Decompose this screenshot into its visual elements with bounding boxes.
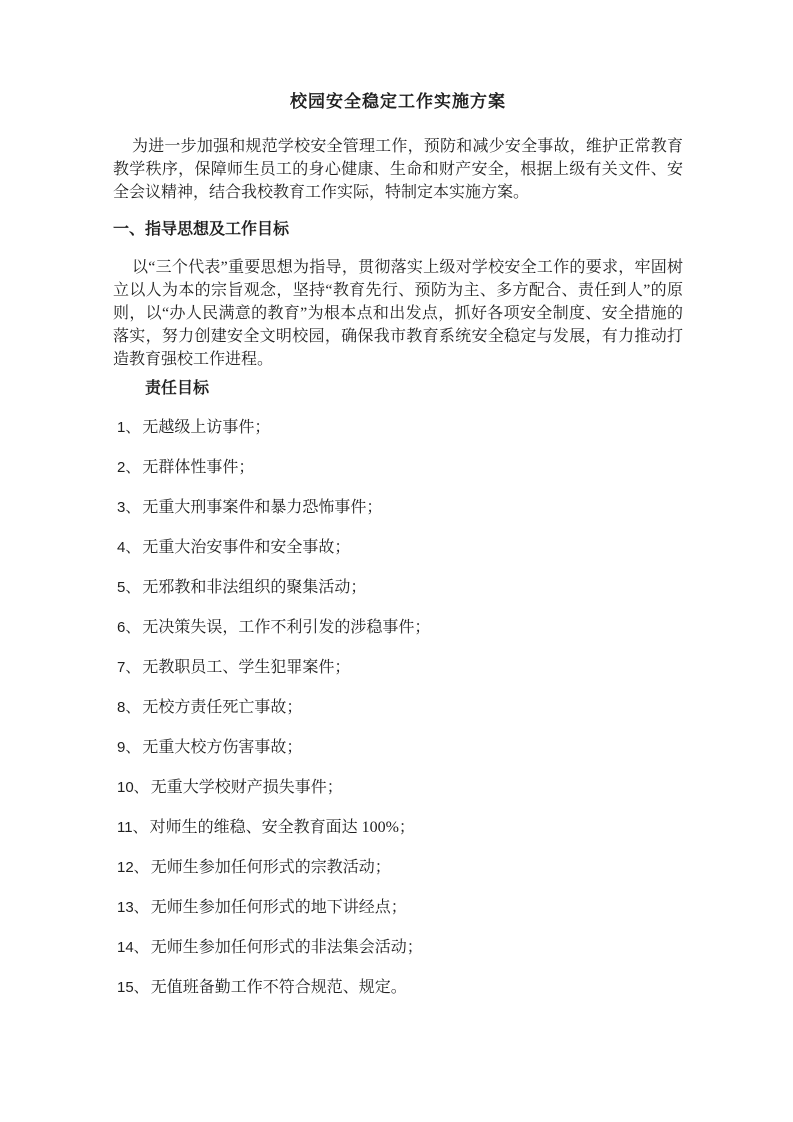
item-text: 无师生参加任何形式的非法集会活动； [150,939,423,956]
item-text: 无群体性事件； [142,459,255,476]
item-text: 无重大治安事件和安全事故； [142,539,351,556]
list-item [117,936,683,959]
list-item [117,536,683,559]
list-item [117,696,683,719]
responsibility-goals-subheading: 责任目标 [145,380,210,397]
item-number: 6、 [117,619,141,636]
item-number: 4、 [117,539,141,556]
list-item [117,976,683,999]
item-text: 无重大刑事案件和暴力恐怖事件； [142,499,383,516]
list-item [117,616,683,639]
list-item [117,456,683,479]
section-paragraph: 以“三个代表”重要思想为指导，贯彻落实上级对学校安全工作的要求，牢固树立以人为本的宗旨观念，坚持“教育先行、预防为主、多方配合、责任到人”的原则，以“办人民满意的教育”为根本点和出发点，抓好各项安全制度、安全措施的落实，努力创建安全文明校园，确保我市教育系统安全稳定与发展，有力推动打造教育强校工作进程。 [113,259,683,368]
item-number: 10、 [117,779,149,796]
item-number: 1、 [117,419,141,436]
list-item [117,496,683,519]
item-text: 无重大校方伤害事故； [142,739,303,756]
list-item [117,576,683,599]
item-number: 13、 [117,899,149,916]
item-text: 无校方责任死亡事故； [142,699,303,716]
item-number: 15、 [117,979,149,996]
item-number: 14、 [117,939,149,956]
item-text: 无值班备勤工作不符合规范、规定。 [150,979,407,996]
item-number: 3、 [117,499,141,516]
list-item [117,776,683,799]
section-heading: 一、指导思想及工作目标 [113,221,290,238]
item-text: 无师生参加任何形式的地下讲经点； [150,899,407,916]
item-text: 无决策失误，工作不利引发的涉稳事件； [142,619,431,636]
item-text: 无师生参加任何形式的宗教活动； [150,859,391,876]
list-item [117,896,683,919]
item-number: 11、 [117,819,148,836]
list-item [117,856,683,879]
item-number: 9、 [117,739,141,756]
item-text: 无教职员工、学生犯罪案件； [142,659,351,676]
list-item [117,416,683,439]
list-item [117,736,683,759]
item-number: 2、 [117,459,141,476]
list-item [117,656,683,679]
item-number: 7、 [117,659,141,676]
item-number: 8、 [117,699,141,716]
goal-list [113,416,683,999]
list-item [117,816,683,839]
item-number: 12、 [117,859,149,876]
item-text: 无重大学校财产损失事件； [150,779,343,796]
intro-paragraph: 为进一步加强和规范学校安全管理工作，预防和减少安全事故，维护正常教育教学秩序，保障师生员工的身心健康、生命和财产安全，根据上级有关文件、安全会议精神，结合我校教育工作实际，特制定本实施方案。 [113,138,683,201]
item-text: 无邪教和非法组织的聚集活动； [142,579,367,596]
item-text: 对师生的维稳、安全教育面达 100%； [149,819,415,836]
document-title: 校园安全稳定工作实施方案 [290,92,506,111]
item-text: 无越级上访事件； [142,419,271,436]
item-number: 5、 [117,579,141,596]
